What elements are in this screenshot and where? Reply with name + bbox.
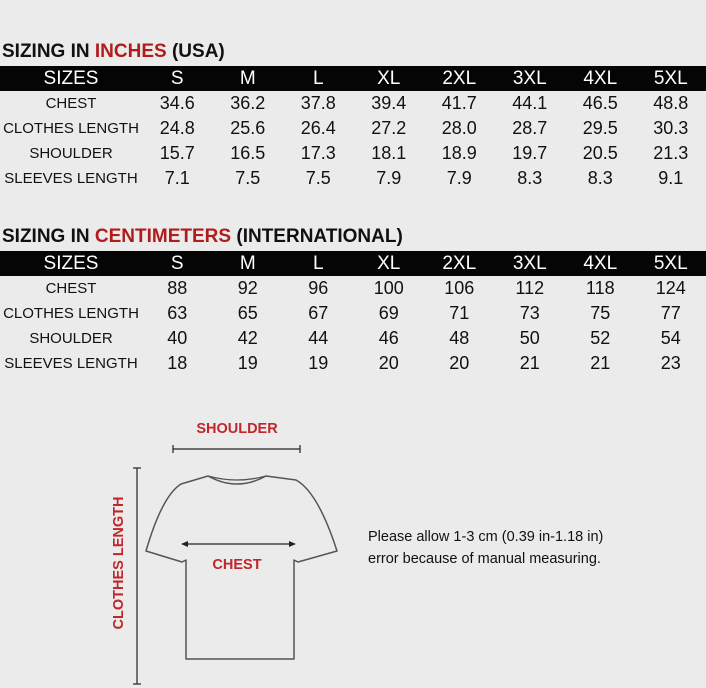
row-label: CLOTHES LENGTH [3,305,139,322]
table-cell: 75 [590,303,611,323]
note-line-1: Please allow 1-3 cm (0.39 in-1.18 in) [368,529,604,545]
table-cell: 20 [378,353,399,373]
row-label: SHOULDER [29,330,113,347]
cm-size-header-4xl: 4XL [565,251,636,276]
inches-size-table [0,66,706,191]
table-cell: 15.7 [159,143,195,163]
table-cell: 48 [449,328,470,348]
table-cell: 106 [444,278,475,298]
table-cell: 26.4 [300,118,336,138]
table-cell: 7.9 [376,168,402,188]
row-label: SLEEVES LENGTH [4,355,138,372]
inches-header-row [0,66,706,91]
inches-size-header-l: L [283,66,354,91]
table-cell: 28.7 [512,118,548,138]
shoulder-measure-line [173,445,300,453]
table-row [0,91,706,116]
cm-title-highlight: CENTIMETERS [94,226,232,247]
table-cell: 54 [660,328,681,348]
inches-title-prefix: SIZING IN [2,41,95,62]
table-row [0,276,706,301]
inches-size-header-2xl: 2XL [424,66,495,91]
table-cell: 19 [237,353,258,373]
table-cell: 48.8 [653,93,689,113]
note-line-2: error because of manual measuring. [368,551,601,567]
table-cell: 65 [237,303,258,323]
inches-size-header-5xl: 5XL [636,66,706,91]
table-row [0,166,706,191]
table-cell: 30.3 [653,118,689,138]
table-cell: 7.5 [235,168,261,188]
table-cell: 23 [660,353,681,373]
inches-size-header-s: S [142,66,213,91]
row-label: CLOTHES LENGTH [3,120,139,137]
inches-size-header-3xl: 3XL [495,66,566,91]
table-cell: 20 [449,353,470,373]
cm-size-header-xl: XL [354,251,425,276]
table-cell: 44.1 [512,93,548,113]
chest-measure-arrow [181,541,296,547]
table-cell: 17.3 [300,143,336,163]
row-label: SLEEVES LENGTH [4,170,138,187]
table-cell: 16.5 [230,143,266,163]
clothes-length-label: CLOTHES LENGTH [111,496,127,630]
table-cell: 124 [655,278,686,298]
cm-size-header-m: M [213,251,284,276]
table-cell: 21 [519,353,540,373]
table-cell: 96 [308,278,329,298]
table-cell: 21 [590,353,611,373]
cm-size-header-2xl: 2XL [424,251,495,276]
inches-sizes-header: SIZES [0,66,142,91]
table-cell: 9.1 [658,168,684,188]
inches-section-title [2,41,225,63]
table-cell: 20.5 [582,143,618,163]
table-cell: 42 [237,328,258,348]
table-cell: 41.7 [441,93,477,113]
table-cell: 19 [308,353,329,373]
table-cell: 8.3 [587,168,613,188]
cm-size-header-s: S [142,251,213,276]
table-cell: 63 [167,303,188,323]
table-cell: 39.4 [371,93,407,113]
table-cell: 28.0 [441,118,477,138]
table-cell: 100 [373,278,404,298]
cm-section-title [2,226,403,248]
table-cell: 21.3 [653,143,689,163]
table-cell: 27.2 [371,118,407,138]
measurement-note [368,526,603,570]
inches-size-header-m: M [213,66,284,91]
cm-title-suffix: (INTERNATIONAL) [231,226,403,247]
table-cell: 77 [660,303,681,323]
table-cell: 8.3 [517,168,543,188]
table-cell: 40 [167,328,188,348]
table-cell: 29.5 [582,118,618,138]
table-cell: 19.7 [512,143,548,163]
row-label: CHEST [45,95,97,112]
cm-size-table [0,251,706,376]
cm-title-prefix: SIZING IN [2,226,95,247]
table-cell: 18 [167,353,188,373]
table-cell: 7.5 [305,168,331,188]
inches-size-header-xl: XL [354,66,425,91]
table-cell: 37.8 [300,93,336,113]
table-row [0,351,706,376]
cm-size-header-l: L [283,251,354,276]
table-cell: 112 [515,278,545,298]
inches-size-header-4xl: 4XL [565,66,636,91]
chest-label: CHEST [212,557,262,573]
cm-size-header-5xl: 5XL [636,251,706,276]
table-cell: 44 [308,328,329,348]
table-cell: 46.5 [582,93,618,113]
cm-sizes-header: SIZES [0,251,142,276]
table-cell: 52 [590,328,611,348]
table-cell: 50 [519,328,540,348]
table-cell: 7.1 [164,168,190,188]
table-row [0,141,706,166]
table-cell: 46 [378,328,399,348]
table-cell: 25.6 [230,118,266,138]
table-cell: 71 [449,303,470,323]
table-cell: 24.8 [159,118,195,138]
table-row [0,301,706,326]
cm-header-row [0,251,706,276]
table-cell: 73 [519,303,540,323]
table-cell: 36.2 [230,93,266,113]
table-cell: 18.1 [371,143,407,163]
cm-size-header-3xl: 3XL [495,251,566,276]
row-label: SHOULDER [29,145,113,162]
table-cell: 18.9 [441,143,477,163]
table-cell: 69 [378,303,399,323]
table-row [0,116,706,141]
length-measure-line [133,468,141,684]
inches-title-suffix: (USA) [166,41,225,62]
table-cell: 92 [237,278,258,298]
table-cell: 88 [167,278,188,298]
table-row [0,326,706,351]
inches-title-highlight: INCHES [94,41,167,62]
table-cell: 34.6 [159,93,195,113]
table-cell: 7.9 [446,168,472,188]
table-cell: 67 [308,303,329,323]
table-cell: 118 [585,278,615,298]
shoulder-label: SHOULDER [196,421,278,437]
row-label: CHEST [45,280,97,297]
